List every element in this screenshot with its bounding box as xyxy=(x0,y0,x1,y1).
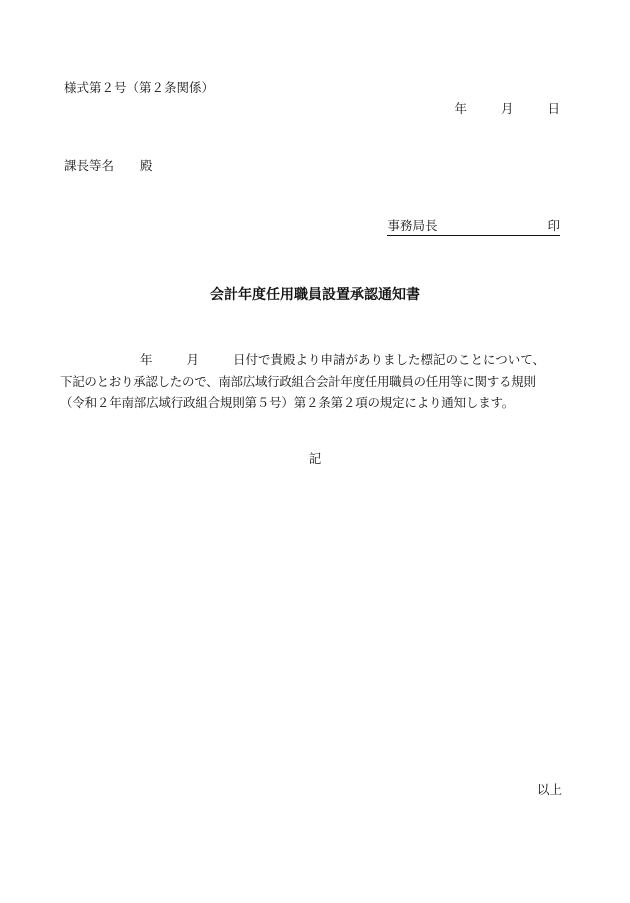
date-year: 年 xyxy=(454,101,467,116)
date-line xyxy=(454,101,560,117)
date-day: 日 xyxy=(547,101,560,116)
body-line-2: 下記のとおり承認したので、南部広域行政組合会計年度任用職員の任用等に関する規則 xyxy=(60,374,536,389)
seal-mark: 印 xyxy=(547,218,560,233)
body-line-3: （令和２年南部広域行政組合規則第５号）第２条第２項の規定により通知します。 xyxy=(60,395,515,410)
body-year: 年 xyxy=(140,352,153,367)
addressee-honorific: 殿 xyxy=(140,158,153,173)
ki-heading: 記 xyxy=(308,451,322,466)
addressee xyxy=(64,158,153,174)
sender-title: 事務局長 xyxy=(387,218,438,233)
closing-mark: 以上 xyxy=(536,782,562,797)
document-title: 会計年度任用職員設置承認通知書 xyxy=(210,287,420,303)
body-line-1 xyxy=(64,352,545,368)
date-month: 月 xyxy=(500,101,514,116)
body-line-1-text: 日付で貴殿より申請がありました標記のことについて、 xyxy=(233,352,546,367)
body-month: 月 xyxy=(186,352,200,367)
addressee-name: 課長等名 xyxy=(64,158,115,173)
sender-line xyxy=(387,218,560,236)
form-number: 様式第２号（第２条関係） xyxy=(64,80,215,95)
